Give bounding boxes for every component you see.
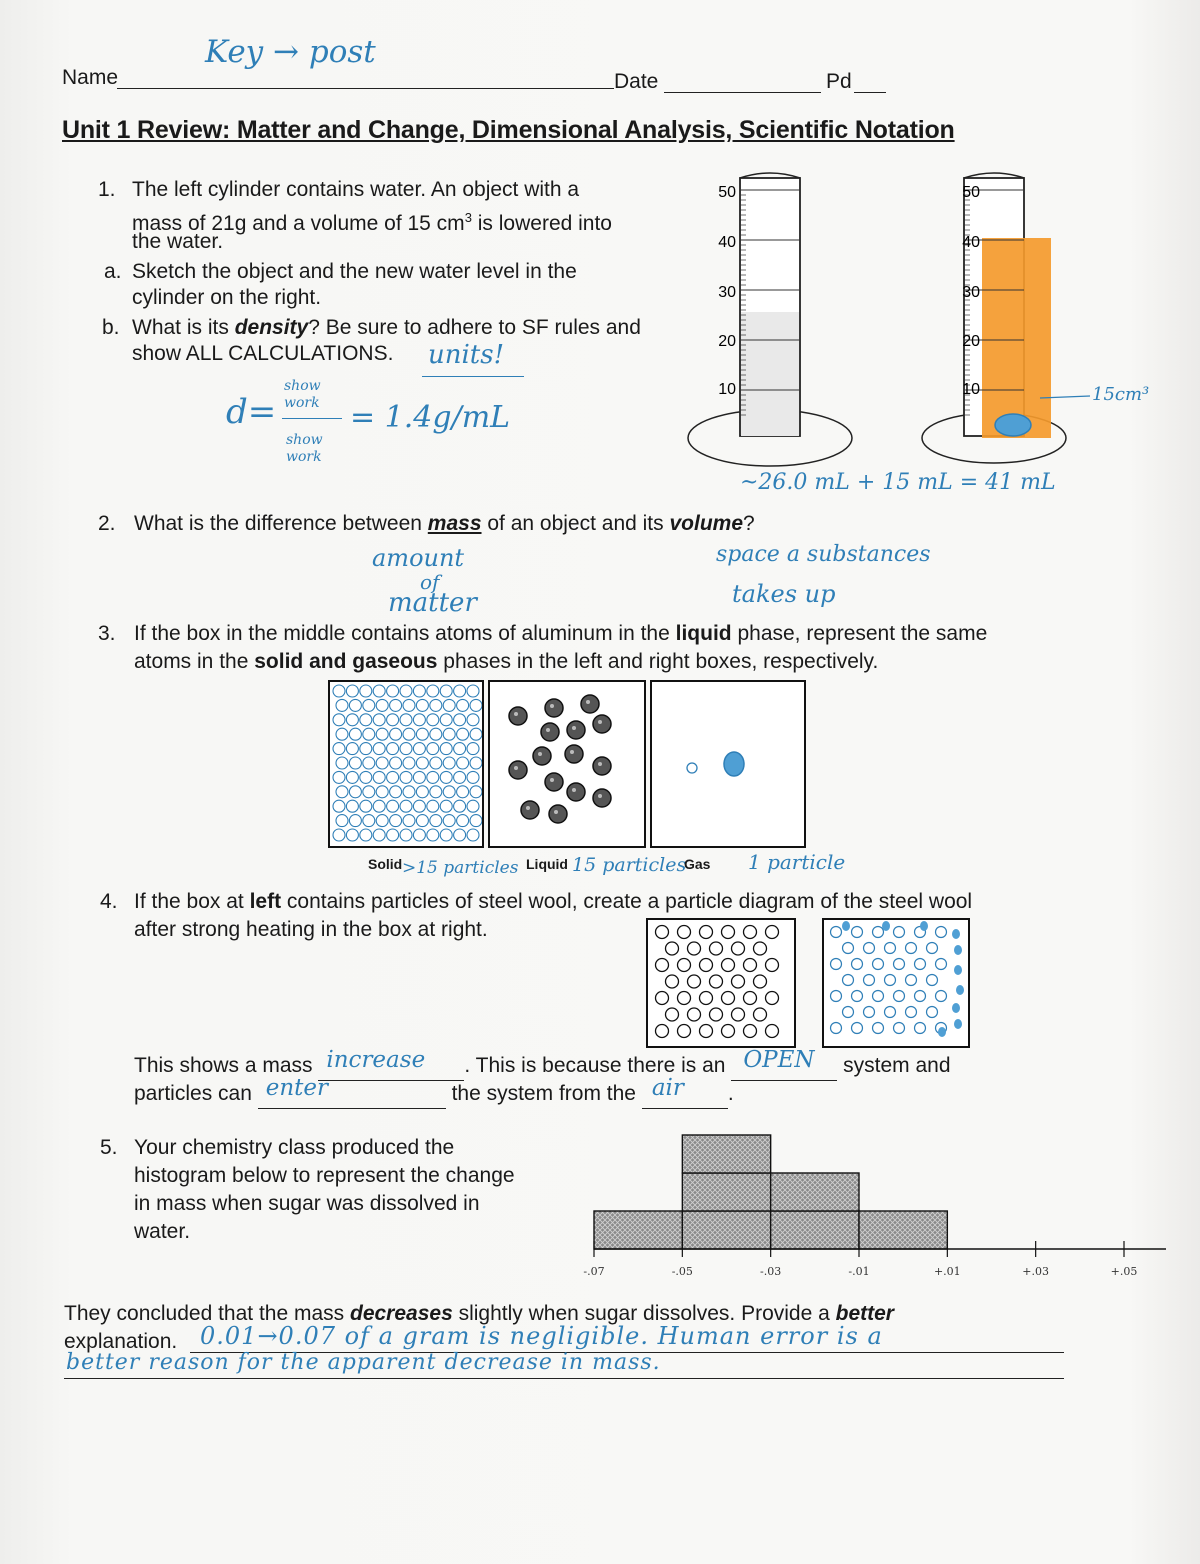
q4-s1-pre: This shows a mass (134, 1054, 319, 1077)
q1b-label: b. (102, 316, 120, 339)
hand-open: OPEN (743, 1047, 815, 1073)
histogram-tick-label: +.03 (1022, 1265, 1050, 1278)
q2-pre: What is the difference between (134, 512, 428, 535)
histogram-tick-label: -.07 (583, 1265, 605, 1278)
q5-line1: Your chemistry class produced the (134, 1136, 455, 1159)
q1a-line1: Sketch the object and the new water level in the (132, 260, 577, 283)
hand-liquid-count: 15 particles (572, 854, 687, 876)
q1b-line2: show ALL CALCULATIONS. (132, 342, 394, 365)
q1-number: 1. (98, 178, 116, 201)
q3-l2-post: phases in the left and right boxes, respectively. (437, 650, 879, 673)
hand-explanation-1: 0.01→0.07 of a gram is negligible. Human error is a (200, 1322, 883, 1350)
q1b-pre: What is its (132, 316, 235, 339)
q3-l1-bold: liquid (675, 622, 732, 645)
hand-air: air (651, 1075, 684, 1101)
q5-line3: in mass when sugar was dissolved in (134, 1192, 480, 1215)
histogram-bar-block (594, 1211, 682, 1249)
right-tick-30: 30 (962, 284, 980, 301)
histogram-tick-label: +.05 (1110, 1265, 1138, 1278)
hand-mass-2: of (420, 570, 440, 594)
left-tick-20: 20 (718, 333, 736, 350)
q4-s2-mid: the system from the (445, 1082, 642, 1105)
q1a-line2: cylinder on the right. (132, 286, 322, 309)
histogram-bars (594, 1135, 947, 1249)
label-liquid: Liquid (526, 856, 568, 872)
label-solid: Solid (368, 856, 403, 872)
hand-mass-1: amount (372, 544, 465, 572)
q3-l2-pre: atoms in the (134, 650, 255, 673)
q1-line2-sup: 3 (464, 210, 472, 225)
q1b-density: density (234, 316, 309, 339)
q2-number: 2. (98, 512, 116, 535)
hand-15cm3: 15cm³ (1092, 384, 1150, 405)
hand-mass-3: matter (388, 588, 477, 618)
hand-density-answer: = 1.4g/mL (350, 400, 511, 435)
left-tick-10: 10 (718, 381, 736, 398)
left-tick-50: 50 (718, 184, 736, 201)
q5-c-bold: decreases (350, 1302, 453, 1325)
hand-gas-count: 1 particle (748, 850, 846, 874)
q5-c-bold2: better (835, 1302, 894, 1325)
q3-l1-pre: If the box in the middle contains atoms of aluminum in the (134, 622, 676, 645)
q2-mid: of an object and its (481, 512, 670, 535)
explanation-line-2[interactable] (64, 1378, 1064, 1379)
hand-show-work-denominator: show work (286, 432, 323, 465)
left-tick-40: 40 (718, 234, 736, 251)
q4-s1-post: system and (837, 1054, 951, 1077)
q5-number: 5. (100, 1136, 118, 1159)
q4-s2-pre: particles can (134, 1082, 258, 1105)
q4-l1-post: contains particles of steel wool, create a particle diagram of the steel wool (281, 890, 973, 913)
q1-line3: the water. (132, 230, 224, 253)
hand-enter: enter (265, 1075, 329, 1101)
q5-line2: histogram below to represent the change (134, 1164, 515, 1187)
histogram-tick-label: +.01 (933, 1265, 961, 1278)
q1a-label: a. (104, 260, 122, 283)
q1-line2-a: mass of 21g and a volume of 15 cm (132, 212, 465, 235)
histogram-bar-block (771, 1211, 859, 1249)
q2-post: ? (743, 512, 755, 535)
q5-line4: water. (134, 1220, 191, 1243)
hand-units: units! (428, 340, 505, 370)
right-tick-10: 10 (962, 381, 980, 398)
q4-number: 4. (100, 890, 118, 913)
hand-volume-2: takes up (732, 580, 836, 608)
hand-increase: increase (326, 1047, 426, 1073)
name-handwriting: Key → post (205, 34, 376, 70)
q2-mass: mass (427, 512, 482, 535)
histogram-bar-block (771, 1173, 859, 1211)
histogram-tick-label: -.05 (671, 1265, 693, 1278)
q4-l1-bold: left (249, 890, 282, 913)
q3-l2-bold: solid and gaseous (254, 650, 438, 673)
q4-l1-pre: If the box at (134, 890, 250, 913)
left-tick-30: 30 (718, 284, 736, 301)
hand-volume-1: space a substances (716, 542, 931, 567)
q5-c-pre: They concluded that the mass (64, 1302, 350, 1325)
hand-solid-count: >15 particles (402, 858, 519, 878)
histogram-bar-block (682, 1211, 770, 1249)
q1b-post: ? Be sure to adhere to SF rules and (308, 316, 641, 339)
right-tick-40: 40 (962, 234, 980, 251)
q3-l1-post: phase, represent the same (731, 622, 988, 645)
q4-s2-post: . (727, 1082, 734, 1105)
q1-line2-b: is lowered into (471, 212, 612, 235)
q3-number: 3. (98, 622, 116, 645)
q4-line2: after strong heating in the box at right. (134, 918, 488, 941)
histogram-bar-block (859, 1211, 947, 1249)
q4-s1-mid: . This is because there is an (464, 1054, 732, 1077)
histogram-bar-block (682, 1135, 770, 1173)
histogram-bar-block (682, 1173, 770, 1211)
label-gas: Gas (684, 856, 711, 872)
date-label: Date (614, 70, 659, 93)
name-label: Name (62, 66, 119, 89)
q5-c-mid: slightly when sugar dissolves. Provide a (452, 1302, 836, 1325)
q1-line1: The left cylinder contains water. An object with a (132, 178, 580, 201)
hand-explanation-2: better reason for the apparent decrease in mass. (66, 1350, 661, 1375)
hand-volume-calc: ~26.0 mL + 15 mL = 41 mL (740, 470, 1056, 495)
right-tick-20: 20 (962, 333, 980, 350)
hand-show-work-numerator: show work (284, 378, 321, 411)
q5-explanation-label: explanation. (64, 1330, 178, 1353)
page-title: Unit 1 Review: Matter and Change, Dimensional Analysis, Scientific Notation (62, 116, 955, 144)
right-tick-50: 50 (962, 184, 980, 201)
histogram-tick-label: -.01 (848, 1265, 870, 1278)
hand-d-equals: d= (226, 392, 277, 432)
pd-label: Pd (826, 70, 852, 93)
q2-volume: volume (669, 512, 744, 535)
histogram-tick-label: -.03 (760, 1265, 782, 1278)
